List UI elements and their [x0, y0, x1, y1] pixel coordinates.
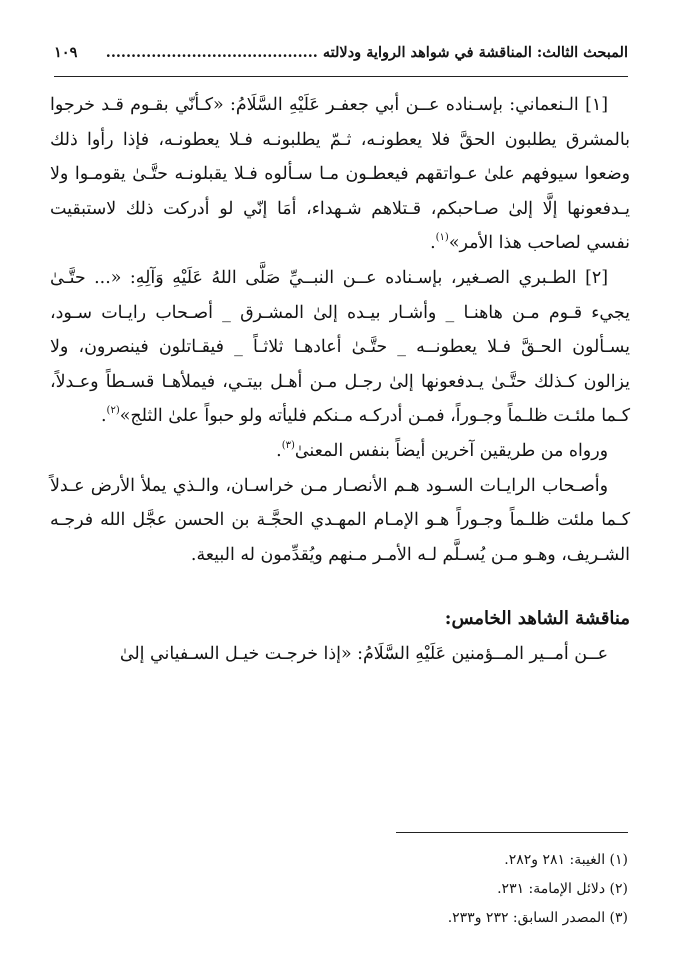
- page-number: ١٠٩: [54, 44, 78, 61]
- header-title: [106, 44, 628, 61]
- section-gap: [50, 572, 630, 602]
- running-header: [54, 44, 628, 70]
- header-leader-dots: ..........................................: [105, 44, 318, 61]
- footnote-1: (١) الغيبة: ٢٨١ و٢٨٢.: [504, 852, 628, 868]
- paragraph-3-end: .: [276, 440, 282, 461]
- footnote-divider: [396, 832, 628, 833]
- paragraph-2-end: .: [101, 406, 107, 427]
- paragraph-2: [50, 261, 630, 434]
- footnote-3: (٣) المصدر السابق: ٢٣٢ و٢٣٣.: [447, 910, 628, 926]
- main-text: [50, 88, 630, 672]
- footnote-ref-1: (١): [435, 232, 449, 244]
- header-divider: [54, 76, 628, 77]
- paragraph-2-text: [٢] الطـبري الصـغير، بإسـناده عــن النبــيِّ صَلَّى اللهُ عَلَيْهِ وَآلِهِ: «... حتَّـىٰ يجيء قـوم مـن هاهنـا _ وأشـار بيـده إلىٰ المشـرق _ أصـحاب رايـات سـود، يسـألون الحـقَّ فـلا يعطونــه _ حتَّـىٰ أعادهـا ثلاثـاً _ فيقـاتلون فينصرون، ولا يزالون كـذلك حتَّـىٰ يـدفعونها إلىٰ رجـل مـن أهـل بيتـي، فيملأهـا قسـطاً وعـدلاً، كـما ملئـت ظلـماً وجـوراً، فمـن أدركـه مـنكم فليأته ولو حبواً علىٰ الثلج»: [50, 267, 630, 427]
- paragraph-1-text: [١] الـنعماني: بإسـناده عــن أبي جعفـر عَلَيْهِ السَّلَامُ: «كـأنّي بقـوم قـد خرجوا بالمشرق يطلبون الحقَّ فلا يعطونـه، ثـمّ يطلبونـه فـلا يعطونـه، فإذا رأوا ذلك وضعوا سيوفهم علىٰ عـواتقهم فيعطـون مـا سـألوه فـلا يقبلونـه حتَّـىٰ يقومـوا ولا يـدفعونها إلَّا إلىٰ صـاحبكم، قـتلاهم شـهداء، أمَا إنّي لو أدركت ذلك لاستبقيت نفسي لصاحب هذا الأمر»: [50, 95, 630, 254]
- header-title-text: المبحث الثالث: المناقشة في شواهد الرواية ودلالته: [322, 44, 628, 61]
- section-first-line: عــن أمــير المــؤمنين عَلَيْهِ السَّلَامُ: «إذا خرجـت خيـل السـفياني إلىٰ: [119, 643, 608, 664]
- footnote-2: (٢) دلائل الإمامة: ٢٣١.: [497, 881, 628, 897]
- footnotes: [54, 846, 628, 933]
- paragraph-1: [50, 88, 630, 261]
- paragraph-3: [50, 434, 630, 469]
- footnote-ref-3: (٣): [281, 439, 295, 451]
- section-title: مناقشة الشاهد الخامس:: [444, 608, 630, 630]
- paragraph-1-end: .: [430, 233, 436, 254]
- footnote-ref-2: (٢): [106, 405, 120, 417]
- paragraph-4: وأصـحاب الرايـات السـود هـم الأنصـار مـن خراسـان، والـذي يملأ الأرض عـدلاً كـما ملئت ظلـماً وجـوراً هـو الإمـام المهـدي الحجَّـة بن الحسن عجَّل الله فرجـه الشـريف، وهـو مـن يُسـلَّم لـه الأمـر مـنهم ويُقدِّمون له البيعة.: [50, 475, 630, 565]
- paragraph-3-text: ورواه من طريقين آخرين أيضاً بنفس المعنىٰ: [294, 440, 608, 461]
